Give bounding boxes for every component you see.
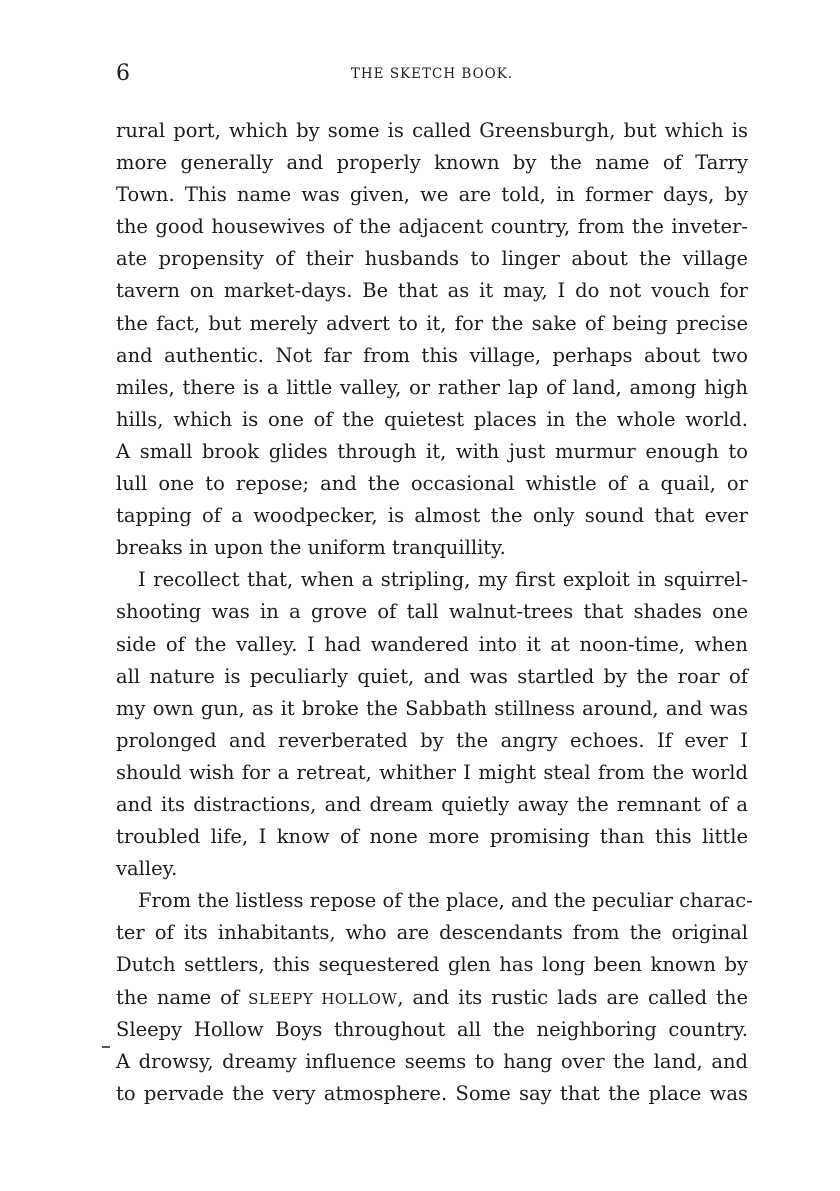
text-fragment: the name of — [116, 985, 249, 1009]
page-number: 6 — [116, 61, 130, 86]
text-line: Dutch settlers, this sequestered glen has long been known by — [116, 953, 748, 977]
text-line: prolonged and reverberated by the angry echoes. If ever I — [116, 728, 748, 752]
text-line: shooting was in a grove of tall walnut-trees that shades one — [116, 600, 748, 624]
text-line: rural port, which by some is called Greensburgh, but which is — [116, 119, 748, 142]
text-line: hills, which is one of the quietest places in the whole world. — [116, 407, 748, 431]
text-line: tavern on market-days. Be that as it may, I do not vouch for — [116, 279, 748, 303]
text-line: miles, there is a little valley, or rather lap of land, among high — [116, 375, 748, 399]
smallcaps-place-name: SLEEPY HOLLOW — [248, 989, 398, 1008]
text-line: I recollect that, when a stripling, my first exploit in squirrel- — [138, 568, 748, 592]
text-line: should wish for a retreat, whither I might steal from the world — [116, 760, 748, 784]
text-line: Sleepy Hollow Boys throughout all the neighboring country. — [116, 1017, 748, 1041]
text-line: the fact, but merely advert to it, for the sake of being precise — [116, 311, 748, 335]
text-line: my own gun, as it broke the Sabbath stillness around, and was — [116, 696, 748, 720]
running-title: THE SKETCH BOOK. — [350, 66, 514, 82]
text-line: From the listless repose of the place, and the peculiar charac- — [138, 889, 753, 913]
text-line: all nature is peculiarly quiet, and was startled by the roar of — [116, 664, 748, 688]
text-line: and its distractions, and dream quietly away the remnant of a — [116, 792, 748, 816]
margin-mark — [102, 1046, 110, 1048]
body-text — [116, 115, 753, 1110]
text-line: side of the valley. I had wandered into it at noon-time, when — [116, 632, 748, 656]
text-line: the good housewives of the adjacent country, from the inveter- — [116, 215, 748, 239]
text-line: lull one to repose; and the occasional whistle of a quail, or — [116, 472, 748, 496]
text-line: ter of its inhabitants, who are descendants from the original — [116, 921, 748, 945]
text-line: A small brook glides through it, with just murmur enough to — [116, 439, 748, 463]
text-line: and authentic. Not far from this village, perhaps about two — [116, 343, 748, 367]
text-line: breaks in upon the uniform tranquillity. — [116, 536, 506, 560]
text-fragment: , and its rustic lads are called the — [397, 985, 748, 1009]
text-line: valley. — [116, 857, 178, 881]
running-head — [116, 60, 748, 88]
text-line: Town. This name was given, we are told, in former days, by — [116, 183, 748, 207]
text-line: troubled life, I know of none more promising than this little — [116, 825, 748, 849]
text-line: ate propensity of their husbands to linger about the village — [116, 247, 748, 271]
text-line: A drowsy, dreamy influence seems to hang over the land, and — [116, 1049, 748, 1073]
text-line: more generally and properly known by the name of Tarry — [116, 151, 748, 175]
text-line: to pervade the very atmosphere. Some say that the place was — [116, 1081, 748, 1105]
text-line-with-smallcaps — [116, 982, 748, 1014]
text-line: tapping of a woodpecker, is almost the only sound that ever — [116, 504, 748, 528]
